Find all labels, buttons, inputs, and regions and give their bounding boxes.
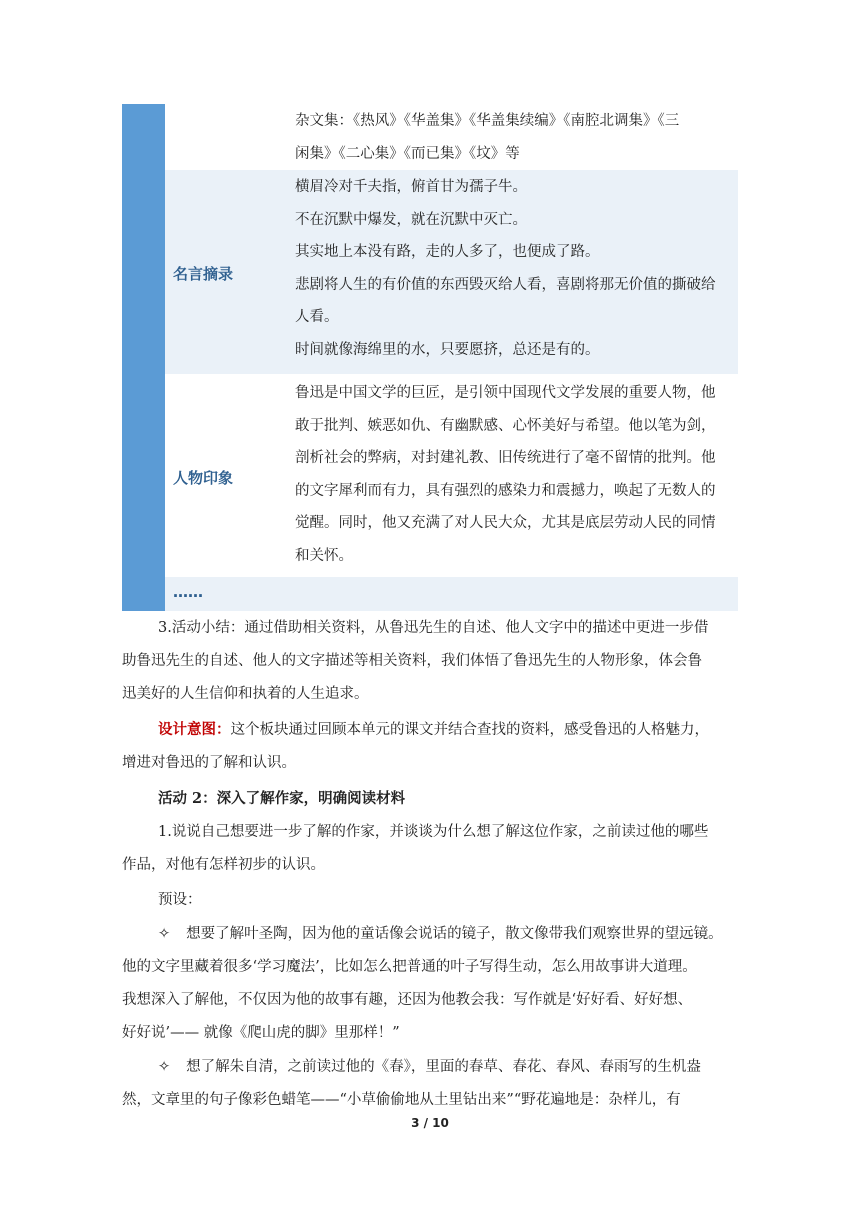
text-line: 时间就像海绵里的水，只要愿挤，总还是有的。 <box>295 341 600 358</box>
preset-label: 预设： <box>158 892 202 908</box>
table-label-impression: 人物印象 <box>173 469 234 487</box>
table-cell-impression <box>295 377 735 572</box>
table-label-quotes: 名言摘录 <box>173 265 234 283</box>
text-line: 1.说说自己想要进一步了解的作家，并谈谈为什么想了解这位作家，之前读过他的哪些 <box>158 824 709 840</box>
text-line: 觉醒。同时，他又充满了对人民大众，尤其是底层劳动人民的同情 <box>295 515 716 531</box>
table-label-ellipsis: …… <box>173 583 203 601</box>
text-line <box>122 918 738 951</box>
text-line: 悲剧将人生的有价值的东西毁灭给人看，喜剧将那无价值的撕破给 <box>295 276 716 293</box>
table-row-band-ellipsis <box>165 577 738 611</box>
text-line: 其实地上本没有路，走的人多了，也便成了路。 <box>295 244 600 260</box>
text-line: 闲集》《二心集》《而已集》《坟》等 <box>295 145 520 162</box>
text-line: 的文字犀利而有力，具有强烈的感染力和震撼力，唤起了无数人的 <box>295 482 716 499</box>
text-line: 鲁迅是中国文学的巨匠，是引领中国现代文学发展的重要人物，他 <box>295 385 716 401</box>
text-line: 和关怀。 <box>295 547 353 564</box>
text-line: 助鲁迅先生的自述、他人的文字描述等相关资料，我们体悟了鲁迅先生的人物形象，体会鲁 <box>122 653 702 669</box>
activity-summary <box>122 612 738 711</box>
table-cell-quotes <box>295 171 735 366</box>
design-intent-text: 这个板块通过回顾本单元的课文并结合查找的资料，感受鲁迅的人格魅力， <box>230 722 709 738</box>
text-line: 敢于批判、嫉恶如仇、有幽默感、心怀美好与希望。他以笔为剑， <box>295 417 716 434</box>
text-line: 然，文章里的句子像彩色蜡笔——“小草偷偷地从土里钻出来”“野花遍地是：杂样儿，有 <box>122 1092 681 1108</box>
text-line: 我想深入了解他，不仅因为他的故事有趣，还因为他教会我：写作就是‘好好看、好好想、 <box>122 992 693 1008</box>
text-line: 不在沉默中爆发，就在沉默中灭亡。 <box>295 211 527 228</box>
page-number: 3 / 10 <box>411 1116 449 1130</box>
text-line: 他的文字里藏着很多‘学习魔法’，比如怎么把普通的叶子写得生动，怎么用故事讲大道理。 <box>122 959 697 975</box>
text-line: 好好说’—— 就像《爬山虎的脚》里那样！” <box>122 1025 400 1041</box>
bullet-text: 想要了解叶圣陶，因为他的童话像会说话的镜子，散文像带我们观察世界的望远镜。 <box>186 926 723 942</box>
preset-item-2 <box>122 1051 738 1117</box>
text-line: 人看。 <box>295 309 339 325</box>
text-line: 迅美好的人生信仰和执着的人生追求。 <box>122 686 369 702</box>
design-intent-label: 设计意图： <box>158 721 231 738</box>
question-1 <box>122 816 738 882</box>
text-line: 杂文集：《热风》《华盖集》《华盖集续编》《南腔北调集》《三 <box>295 113 680 129</box>
design-intent <box>122 713 738 780</box>
table-cell-essays <box>295 105 735 170</box>
table-left-bar <box>122 104 165 611</box>
text-line: 增进对鲁迅的了解和认识。 <box>122 755 296 771</box>
text-line: 3.活动小结：通过借助相关资料，从鲁迅先生的自述、他人文字中的描述中更进一步借 <box>158 620 709 636</box>
preset-item-1 <box>122 918 738 1050</box>
bullet-text: 想了解朱自清，之前读过他的《春》，里面的春草、春花、春风、春雨写的生机盎 <box>186 1059 701 1075</box>
text-line <box>122 1051 738 1084</box>
text-line <box>122 713 738 747</box>
sparkle-bullet-icon: ✧ <box>158 1059 171 1075</box>
activity2-heading: 活动 2：深入了解作家，明确阅读材料 <box>158 790 406 807</box>
text-line: 横眉冷对千夫指，俯首甘为孺子牛。 <box>295 179 527 195</box>
text-line: 作品，对他有怎样初步的认识。 <box>122 857 325 873</box>
text-line: 剖析社会的弊病，对封建礼教、旧传统进行了毫不留情的批判。他 <box>295 450 716 466</box>
sparkle-bullet-icon: ✧ <box>158 926 171 942</box>
